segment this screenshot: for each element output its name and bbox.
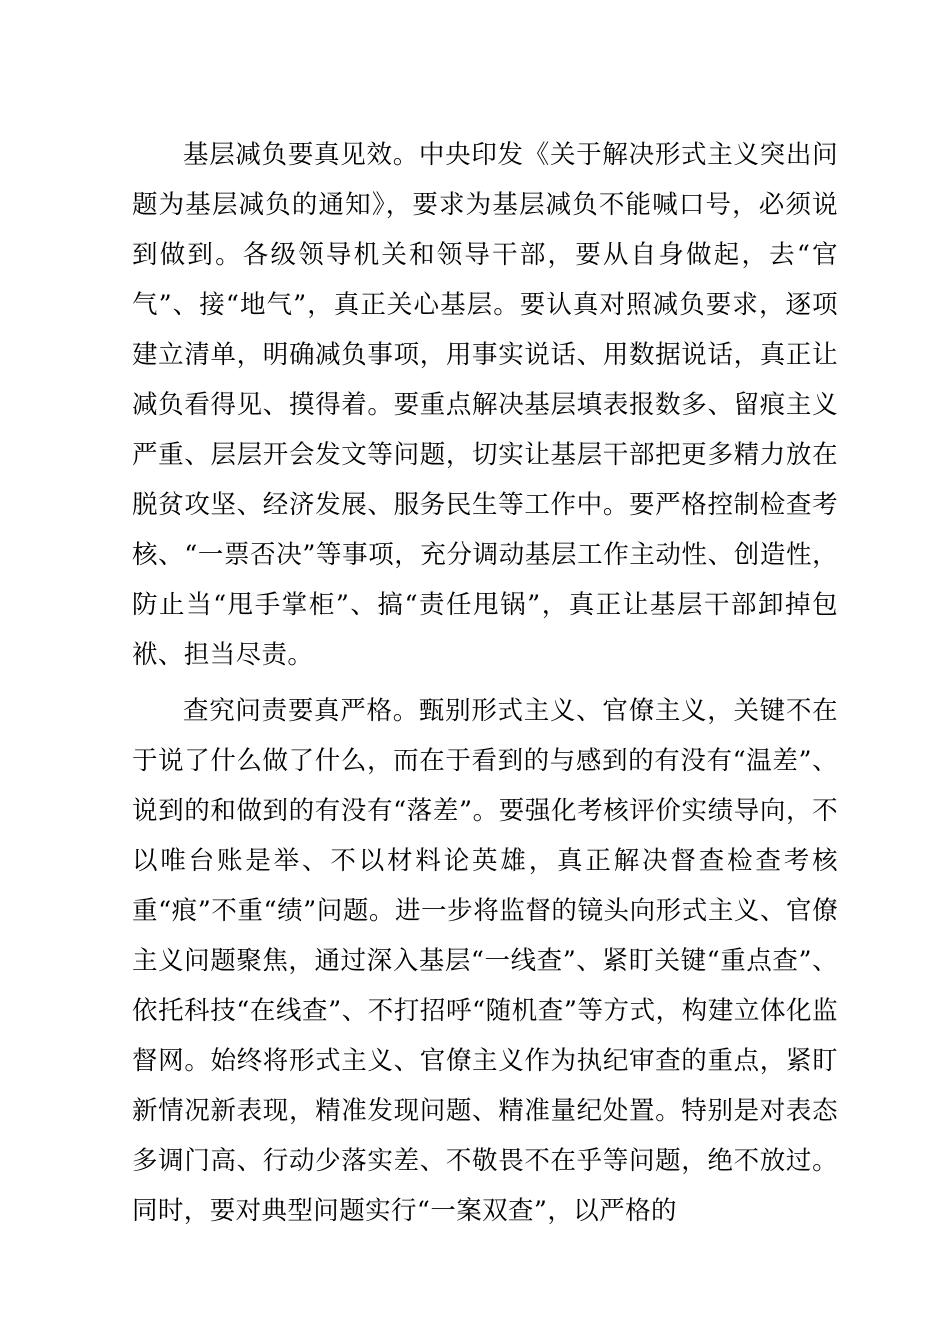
paragraph-2: 查究问责要真严格。甄别形式主义、官僚主义，关键不在于说了什么做了什么，而在于看到的与感到的有没有“温差”、说到的和做到的有没有“落差”。要强化考核评价实绩导向，不以唯台账是举、不以材料论英雄，真正解决督查检查考核重“痕”不重“绩”问题。进一步将监督的镜头向形式主义、官僚主义问题聚焦，通过深入基层“一线查”、紧盯关键“重点查”、依托科技“在线查”、不打招呼“随机查”等方式，构建立体化监督网。始终将形式主义、官僚主义作为执纪审查的重点，紧盯新情况新表现，精准发现问题、精准量纪处置。特别是对表态多调门高、行动少落实差、不敬畏不在乎等问题，绝不放过。同时，要对典型问题实行“一案双查”，以严格的 xyxy=(132,696,838,1226)
paragraph-1: 基层减负要真见效。中央印发《关于解决形式主义突出问题为基层减负的通知》，要求为基层减负不能喊口号，必须说到做到。各级领导机关和领导干部，要从自身做起，去“官气”、接“地气”，真正关心基层。要认真对照减负要求，逐项建立清单，明确减负事项，用事实说话、用数据说话，真正让减负看得见、摸得着。要重点解决基层填表报数多、留痕主义严重、层层开会发文等问题，切实让基层干部把更多精力放在脱贫攻坚、经济发展、服务民生等工作中。要严格控制检查考核、“一票否决”等事项，充分调动基层工作主动性、创造性，防止当“甩手掌柜”、搞“责任甩锅”，真正让基层干部卸掉包袱、担当尽责。 xyxy=(132,140,838,670)
document-body xyxy=(132,130,838,1236)
